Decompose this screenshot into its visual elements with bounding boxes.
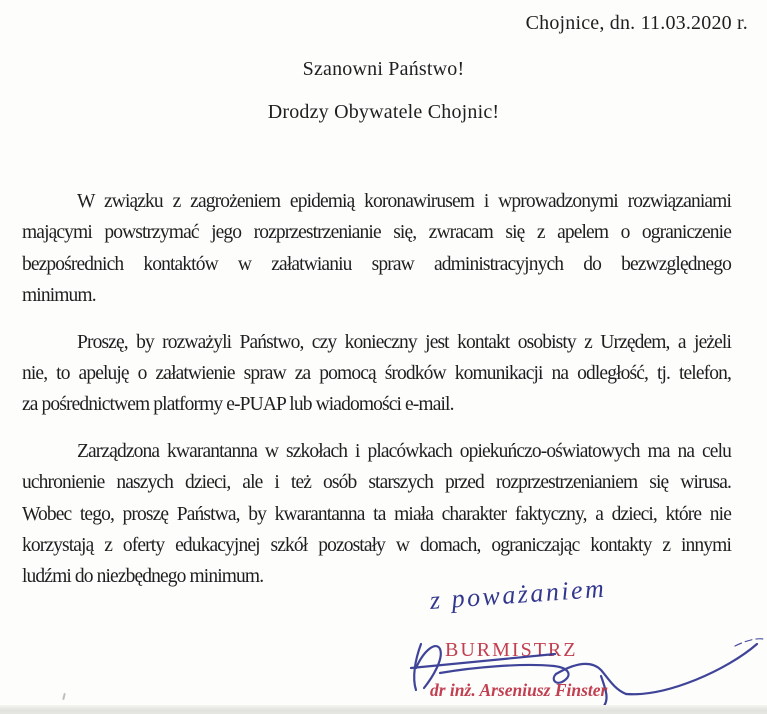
body-line: uchronienie naszych dzieci, ale i też osób starszych przed rozprzestrzenianiem się wirusa. bbox=[22, 472, 731, 494]
paragraph bbox=[22, 436, 731, 593]
body-line: za pośrednictwem platformy e-PUAP lub wiadomości e-mail. bbox=[22, 394, 454, 416]
body-line: bezpośrednich kontaktów w załatwianiu spraw administracyjnych do bezwzględnego bbox=[22, 253, 731, 275]
body-line: korzystają z oferty edukacyjnej szkół pozostały w domach, ograniczając kontakty z innymi bbox=[22, 534, 731, 556]
closing-handwritten: z poważaniem bbox=[428, 573, 608, 615]
paragraph bbox=[22, 327, 731, 421]
body-line: Proszę, by rozważyli Państwo, czy konieczny jest kontakt osobisty z Urzędem, a jeżeli bbox=[77, 331, 731, 353]
body-line: W związku z zagrożeniem epidemią koronawirusem i wprowadzonymi rozwiązaniami bbox=[77, 191, 731, 212]
scan-artifact bbox=[62, 693, 66, 700]
body-line: mającymi powstrzymać jego rozprzestrzenianie się, zwracam się z apelem o ograniczenie bbox=[22, 222, 731, 244]
letter-body bbox=[22, 186, 731, 608]
signer-name-stamp: dr inż. Arseniusz Finster bbox=[430, 680, 608, 700]
mayor-title-stamp: BURMISTRZ bbox=[445, 639, 578, 661]
salutation-primary: Szanowni Państwo! bbox=[302, 58, 465, 80]
body-line: ludźmi do niezbędnego minimum. bbox=[22, 566, 264, 588]
salutation-secondary: Drodzy Obywatele Chojnic! bbox=[267, 101, 500, 123]
scan-edge-band bbox=[0, 705, 767, 714]
body-line: nie, to apeluję o załatwienie spraw za pomocą środków komunikacji na odległość, tj. telefon, bbox=[22, 362, 731, 384]
paragraph bbox=[22, 186, 731, 312]
body-line: Wobec tego, proszę Państwa, by kwarantanna ta miała charakter faktyczny, a dzieci, które nie bbox=[22, 503, 731, 525]
body-line: Zarządzona kwarantanna w szkołach i placówkach opiekuńczo-oświatowych ma na celu bbox=[77, 440, 731, 462]
dateline: Chojnice, dn. 11.03.2020 r. bbox=[525, 12, 748, 34]
body-line: minimum. bbox=[22, 285, 96, 307]
